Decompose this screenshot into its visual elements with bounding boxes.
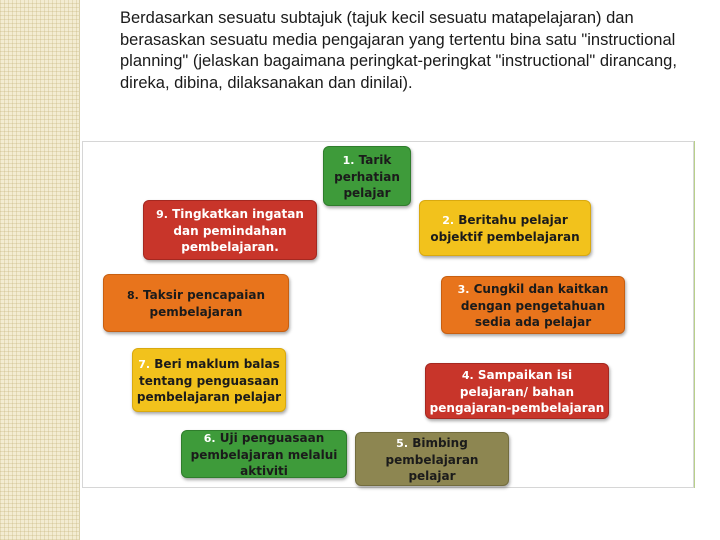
step-9-box [143, 200, 317, 260]
step-6-line-1: Uji penguasaan [219, 430, 325, 445]
step-8-line-1: Taksir pencapaian [143, 287, 266, 302]
step-3-line-1: Cungkil dan kaitkan [473, 281, 609, 296]
instructional-steps-diagram [82, 141, 694, 488]
step-1-number: 1. [342, 153, 355, 167]
step-4-number: 4. [461, 368, 474, 382]
step-3-number: 3. [457, 282, 470, 296]
step-1-box [323, 146, 411, 206]
step-5-line-3: pelajar [408, 468, 456, 483]
step-5-box [355, 432, 509, 486]
step-6-line-3: aktiviti [240, 463, 288, 478]
assignment-prompt: Berdasarkan sesuatu subtajuk (tajuk kecil sesuatu matapelajaran) dan berasaskan sesuatu media pengajaran yang tertentu bina satu "instructional planning" (jelaskan bagaimana peringkat-peringkat "instructional" dirancang, direka, dibina, dilaksanakan dan dinilai). [120, 9, 677, 92]
step-7-number: 7. [138, 357, 151, 371]
step-8-line-2: pembelajaran [149, 304, 243, 319]
step-4-line-3: pengajaran-pembelajaran [429, 400, 605, 415]
step-2-line-1: Beritahu pelajar [458, 212, 568, 227]
step-4-line-1: Sampaikan isi [477, 367, 573, 382]
step-5-number: 5. [396, 436, 409, 450]
step-7-line-3: pembelajaran pelajar [136, 389, 282, 404]
step-2-number: 2. [442, 213, 455, 227]
step-6-box [181, 430, 347, 478]
step-6-number: 6. [203, 431, 216, 445]
step-3-line-2: dengan pengetahuan [460, 298, 606, 313]
step-7-line-1: Beri maklum balas [154, 356, 280, 371]
step-3-box [441, 276, 625, 334]
step-7-line-2: tentang penguasaan [139, 373, 279, 388]
step-6-line-2: pembelajaran melalui [190, 447, 338, 462]
step-8-number: 8. [126, 288, 139, 302]
step-2-box [419, 200, 591, 256]
side-decorative-pattern [0, 0, 79, 540]
step-5-line-2: pembelajaran [385, 452, 479, 467]
step-8-box [103, 274, 289, 332]
step-9-line-3: pembelajaran. [181, 239, 279, 254]
step-3-line-3: sedia ada pelajar [474, 314, 592, 329]
step-1-line-3: pelajar [343, 185, 391, 200]
step-2-line-2: objektif pembelajaran [430, 229, 580, 244]
step-5-line-1: Bimbing [412, 435, 468, 450]
step-1-line-1: Tarik [358, 152, 392, 167]
step-7-box [132, 348, 286, 412]
step-4-line-2: pelajaran/ bahan [459, 384, 575, 399]
step-4-box [425, 363, 609, 419]
step-9-line-1: Tingkatkan ingatan [172, 206, 304, 221]
diagram-right-border [694, 141, 695, 488]
side-divider [79, 0, 80, 540]
step-1-line-2: perhatian [334, 169, 400, 184]
step-9-line-2: dan pemindahan [173, 223, 287, 238]
step-9-number: 9. [156, 207, 168, 221]
